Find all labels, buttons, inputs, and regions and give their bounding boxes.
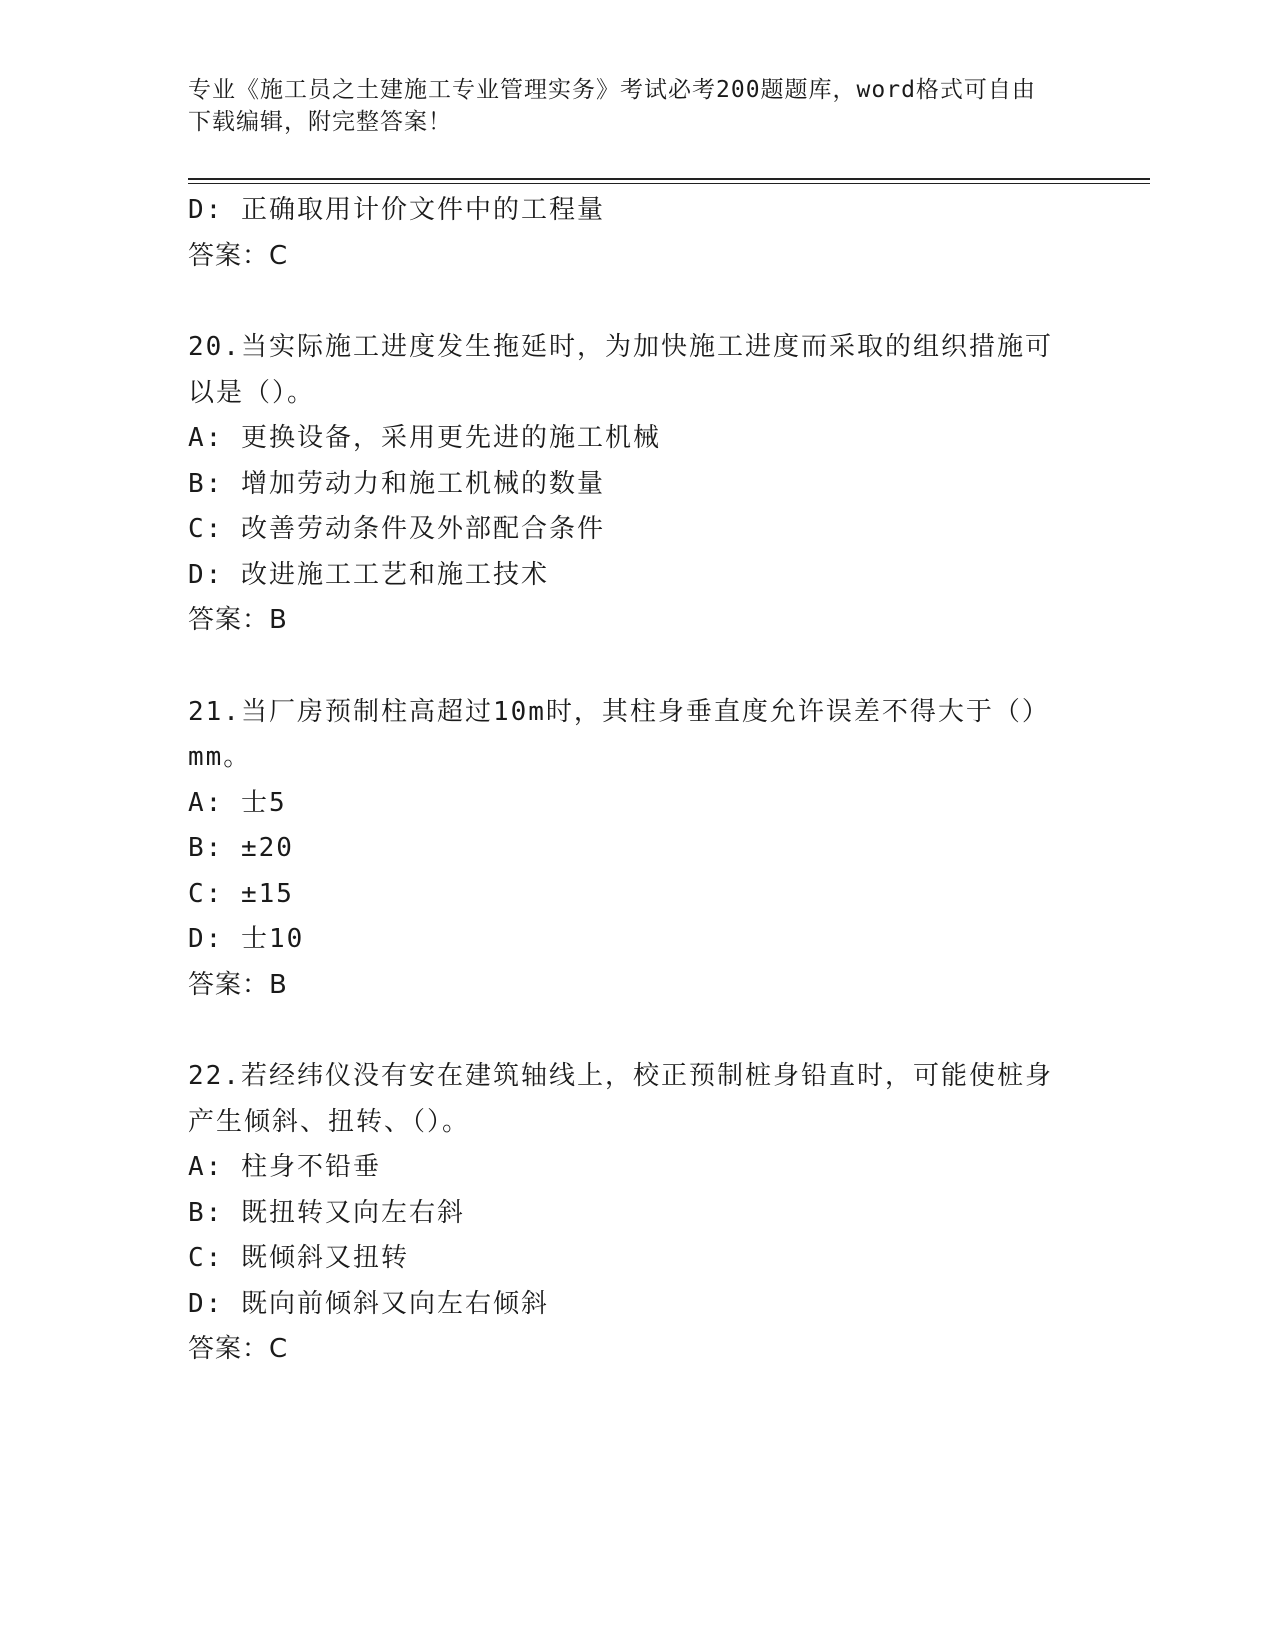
spacer: [188, 644, 1088, 690]
option-d: D: 改进施工工艺和施工技术: [188, 559, 549, 590]
option-d: D: 正确取用计价文件中的工程量: [188, 195, 605, 225]
option-a: A: 更换设备，采用更先进的施工机械: [188, 423, 661, 453]
option-a: A: 士5: [188, 787, 287, 818]
option-c: C: 既倾斜又扭转: [188, 1243, 409, 1273]
option-b: B: 增加劳动力和施工机械的数量: [188, 468, 605, 499]
option-b: B: ±20: [188, 833, 294, 863]
question-stem-line-2: mm。: [188, 742, 252, 772]
option-c: C: 改善劳动条件及外部配合条件: [188, 514, 605, 544]
answer-line: 答案：B: [188, 969, 288, 1000]
question-stem-line-1: 21.当厂房预制柱高超过10m时，其柱身垂直度允许误差不得大于（）: [188, 696, 1050, 727]
question-20: [188, 325, 1088, 644]
answer-line: 答案：B: [188, 605, 288, 635]
question-19-tail: [188, 188, 1088, 279]
question-22: [188, 1054, 1088, 1373]
question-list: [188, 188, 1088, 1373]
question-stem-line-1: 20.当实际施工进度发生拖延时，为加快施工进度而采取的组织措施可: [188, 332, 1053, 362]
question-stem-line-2: 以是（）。: [188, 377, 316, 408]
question-21: [188, 690, 1088, 1009]
header-title-line-2: 下载编辑，附完整答案！: [188, 109, 452, 135]
option-b: B: 既扭转又向左右斜: [188, 1197, 465, 1228]
spacer: [188, 1008, 1088, 1054]
option-d: D: 士10: [188, 924, 305, 954]
header-divider-thick: [188, 178, 1150, 180]
header-title-line-1: 专业《施工员之土建施工专业管理实务》考试必考200题题库，word格式可自由: [188, 77, 1036, 103]
answer-line: 答案：C: [188, 1334, 289, 1364]
question-stem-line-2: 产生倾斜、扭转、（）。: [188, 1106, 471, 1137]
question-stem-line-1: 22.若经纬仪没有安在建筑轴线上，校正预制桩身铅直时，可能使桩身: [188, 1061, 1053, 1091]
option-d: D: 既向前倾斜又向左右倾斜: [188, 1288, 549, 1319]
spacer: [188, 279, 1088, 325]
answer-line: 答案：C: [188, 240, 289, 271]
header-divider-thin: [188, 183, 1150, 184]
option-a: A: 柱身不铅垂: [188, 1152, 381, 1182]
option-c: C: ±15: [188, 878, 294, 909]
page-header: [188, 74, 1088, 138]
